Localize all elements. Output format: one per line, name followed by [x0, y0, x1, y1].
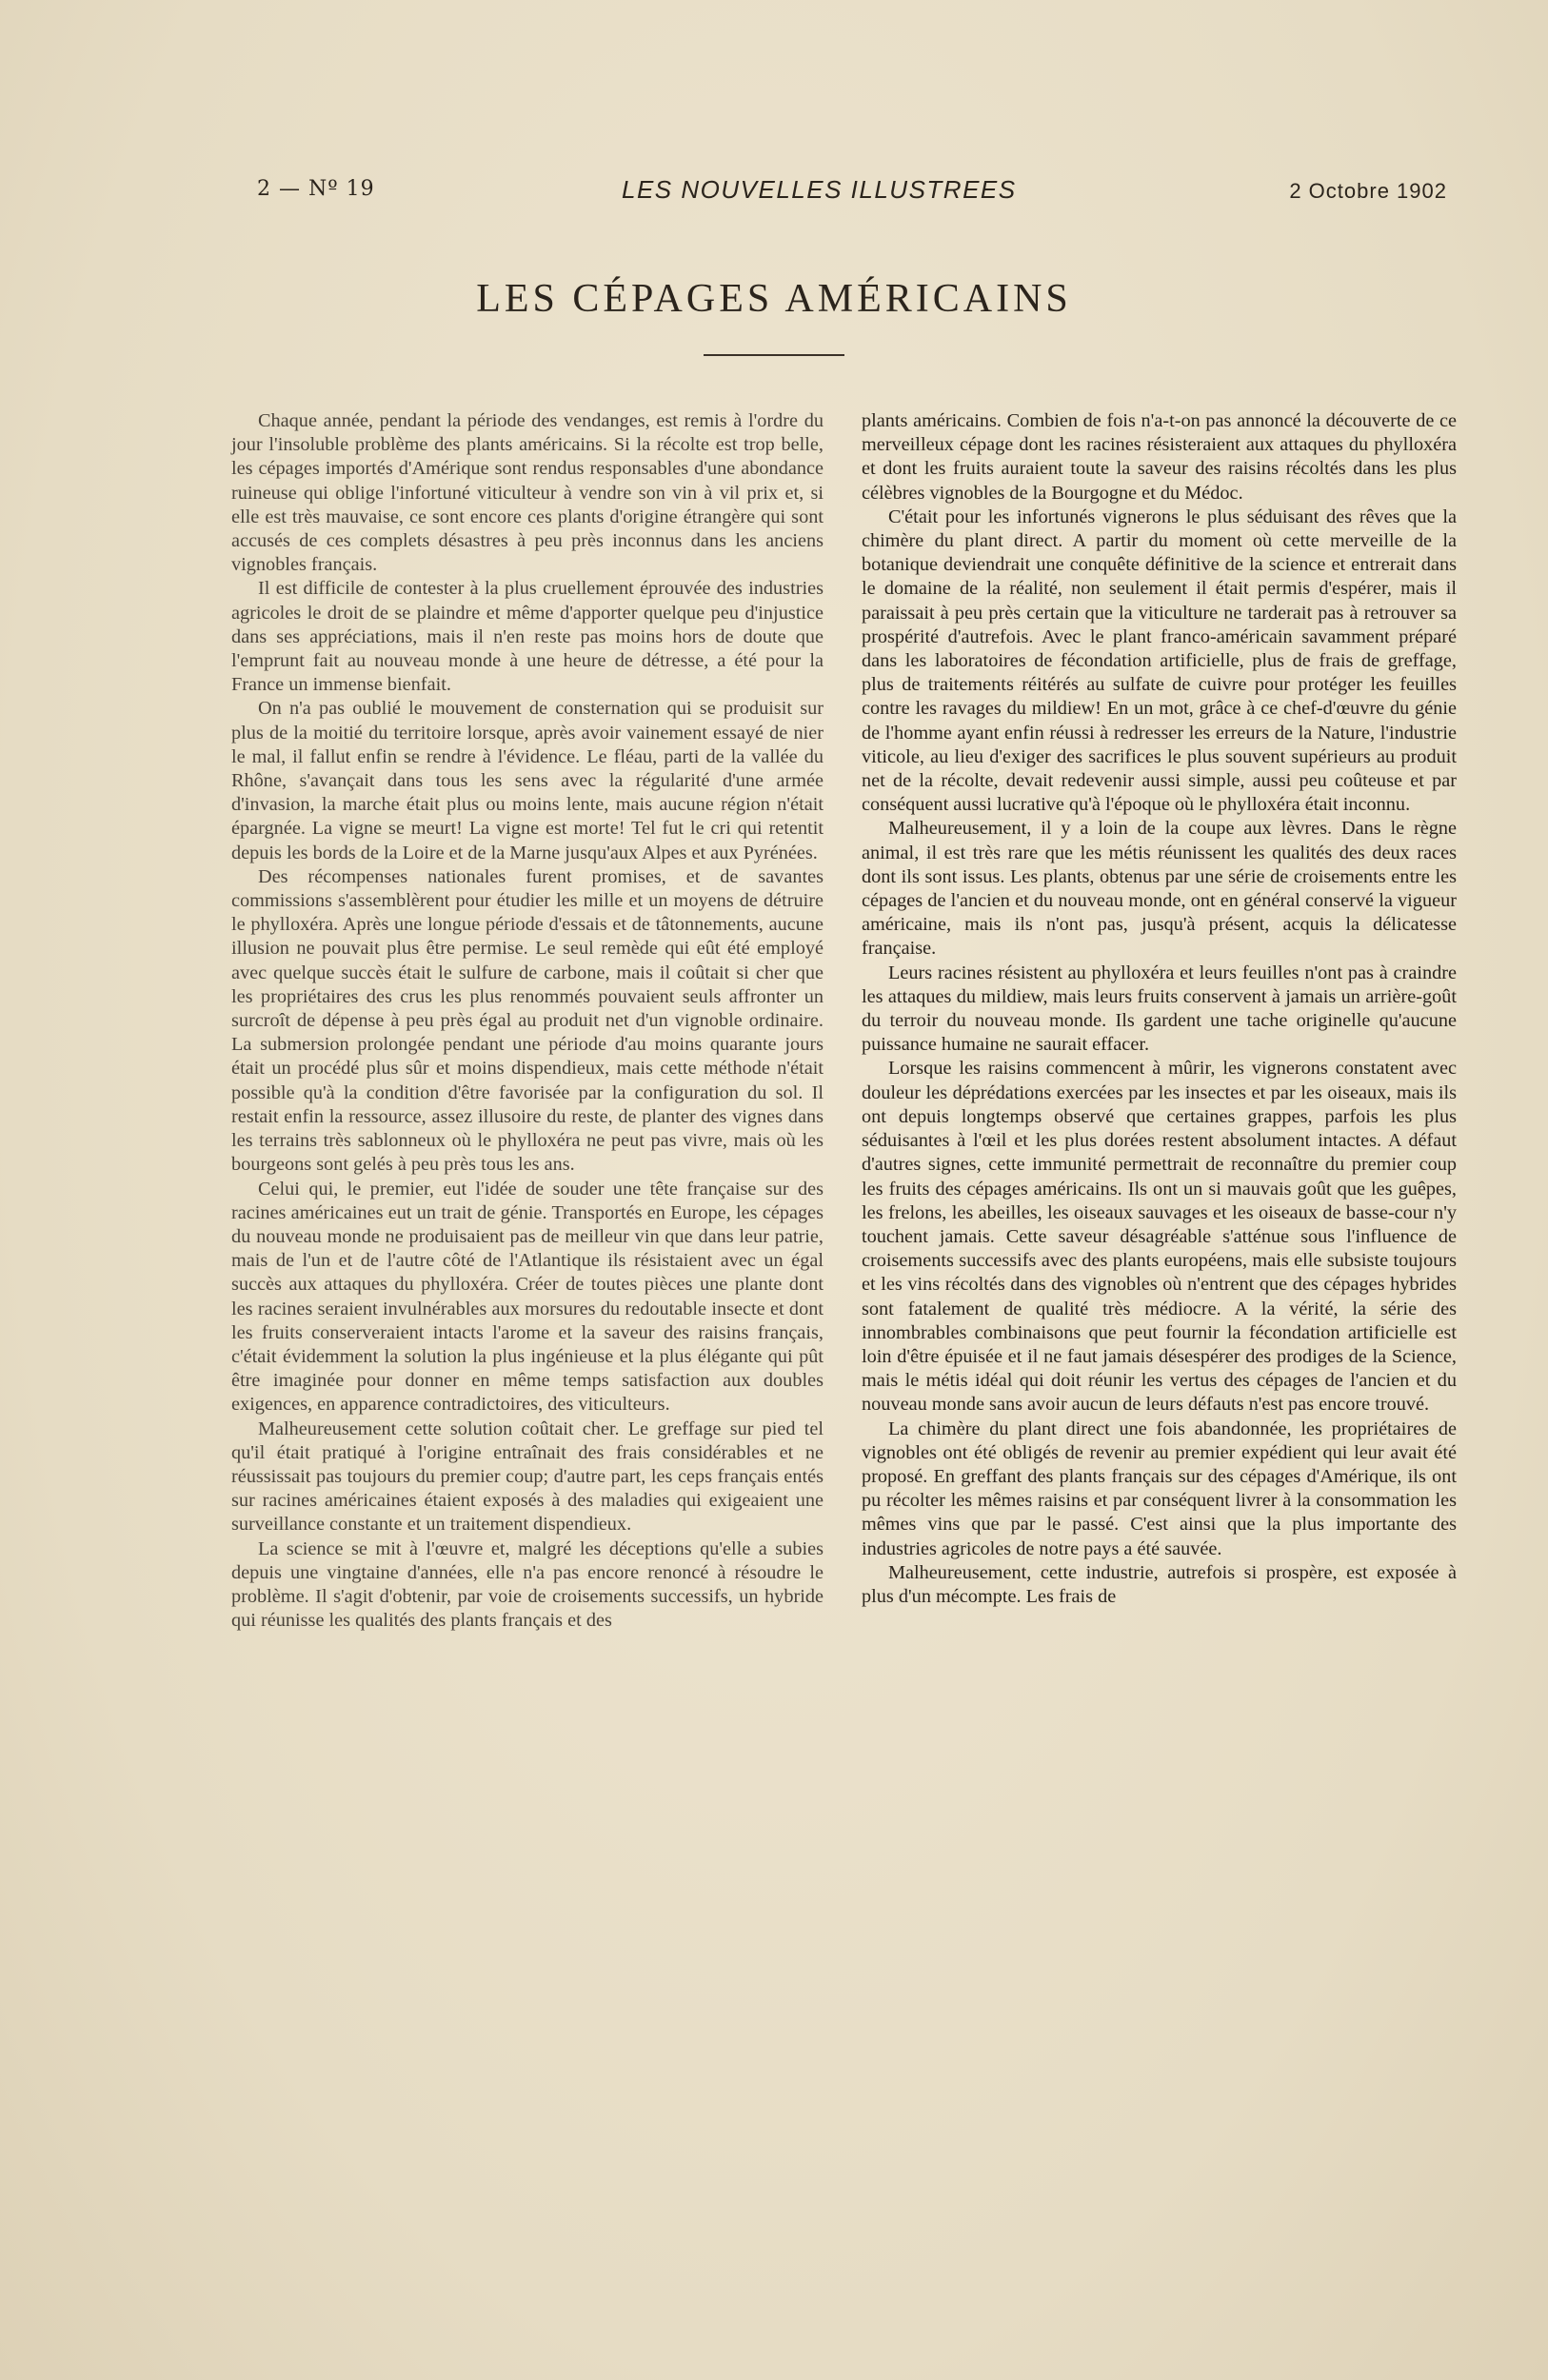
publication-name: LES NOUVELLES ILLUSTREES: [622, 175, 1017, 204]
paragraph: Des récompenses nationales furent promises, et de savantes commissions s'assemblèrent pour étudier les mille et un moyens de détruire le phylloxéra. Après une longue période d'essais et de tâtonnements, aucune illusion ne pouvait plus être permise. Le seul remède qui eût été employé avec quelque succès était le sulfure de carbone, mais il coûtait si cher que les propriétaires des crus les plus renommés pouvaient seuls affronter un surcroît de dépense à peu près égal au produit net d'un vignoble ordinaire. La submersion prolongée pendant une période d'au moins quarante jours était un procédé plus sûr et moins dispendieux, mais cette méthode n'était possible qu'à la condition d'être favorisée par la configuration du sol. Il restait enfin la ressource, assez illusoire du reste, de planter des vignes dans les terrains très sablonneux où le phylloxéra ne peut pas vivre, mais où les bourgeons sont gelés à peu près tous les ans.: [231, 865, 824, 1176]
paragraph: Lorsque les raisins commencent à mûrir, les vignerons constatent avec douleur les déprédations exercées par les insectes et par les oiseaux, mais ils ont depuis longtemps observé que certaines grappes, parfois les plus séduisantes à l'œil et les plus dorées restent absolument intactes. A défaut d'autres signes, cette immunité permettrait de reconnaître du premier coup les fruits des cépages américains. Ils ont un si mauvais goût que les guêpes, les frelons, les abeilles, les oiseaux sauvages et les oiseaux de basse-cour n'y touchent jamais. Cette saveur désagréable s'atténue sous l'influence de croisements successifs avec des plants européens, mais elle subsiste toujours et les vins récoltés dans des vignobles où n'entrent que des cépages hybrides sont fatalement de qualité très médiocre. A la vérité, la série des innombrables combinaisons que peut fournir la fécondation artificielle est loin d'être épuisée et il ne faut jamais désespérer des prodiges de la Science, mais le métis idéal qui doit réunir les vertus des cépages de l'ancien et du nouveau monde sans avoir aucun de leurs défauts n'est pas encore trouvé.: [862, 1058, 1457, 1416]
issue-number: 2 — Nº 19: [257, 177, 375, 201]
paragraph: Malheureusement cette solution coûtait cher. Le greffage sur pied tel qu'il était pratiqué à l'origine entraînait des frais considérables et ne réussissait pas toujours du premier coup; d'autre part, les ceps français entés sur racines américaines étaient exposés à des maladies qui exigeaient une surveillance constante et un traitement dispendieux.: [231, 1418, 824, 1536]
issue-date: 2 Octobre 1902: [1289, 179, 1447, 203]
paragraph: Chaque année, pendant la période des vendanges, est remis à l'ordre du jour l'insoluble problème des plants américains. Si la récolte est trop belle, les cépages importés d'Amérique sont rendus responsables d'une abondance ruineuse qui oblige l'infortuné viticulteur à vendre son vin à vil prix et, si elle est très mauvaise, ce sont encore ces plants d'origine étrangère qui sont accusés de ces complets désastres à peu près inconnus dans les anciens vignobles français.: [231, 410, 824, 576]
paragraph: Celui qui, le premier, eut l'idée de souder une tête française sur des racines américaines eut un trait de génie. Transportés en Europe, les cépages du nouveau monde ne produisaient pas de meilleur vin que dans leur patrie, mais de l'un et de l'autre côté de l'Atlantique ils résistaient avec un égal succès aux attaques du phylloxéra. Créer de toutes pièces une plante dont les racines seraient invulnérables aux morsures du redoutable insecte et dont les fruits conserveraient intacts l'arome et la saveur des raisins français, c'était évidemment la solution la plus ingénieuse et la plus élégante qui pût être imaginée pour donner en même temps satisfaction aux doubles exigences, en apparence contradictoires, des viticulteurs.: [231, 1178, 824, 1416]
paragraph: La chimère du plant direct une fois abandonnée, les propriétaires de vignobles ont été obligés de revenir au premier expédient qui leur avait été proposé. En greffant des plants français sur des cépages d'Amérique, ils ont pu récolter les mêmes raisins et par conséquent livrer à la consommation les mêmes vins que par le passé. C'est ainsi que la plus importante des industries agricoles de notre pays a été sauvée.: [862, 1418, 1457, 1559]
left-column: [231, 409, 824, 1633]
paragraph: C'était pour les infortunés vignerons le plus séduisant des rêves que la chimère du plant direct. A partir du moment où cette merveille de la botanique deviendrait une conquête définitive de la science et entrerait dans le domaine de la réalité, non seulement il était permis d'espérer, mais il paraissait à peu près certain que la viticulture ne tarderait pas à retrouver sa prospérité d'autrefois. Avec le plant franco-américain savamment préparé dans les laboratoires de fécondation artificielle, plus de frais de greffage, plus de traitements réitérés au sulfate de cuivre pour protéger les feuilles contre les ravages du mildiew! En un mot, grâce à ce chef-d'œuvre du génie de l'homme ayant enfin réussi à redresser les erreurs de la Nature, l'industrie viticole, au lieu d'exiger des sacrifices le plus souvent supérieurs au produit net de la récolte, devait redevenir aussi simple, aussi peu coûteuse et par conséquent aussi lucrative qu'à l'époque où le phylloxéra était inconnu.: [862, 506, 1457, 816]
paragraph: La science se mit à l'œuvre et, malgré les déceptions qu'elle a subies depuis une vingtaine d'années, elle n'a pas encore renoncé à résoudre le problème. Il s'agit d'obtenir, par voie de croisements successifs, un hybride qui réunisse les qualités des plants français et des: [231, 1537, 824, 1632]
paragraph: Il est difficile de contester à la plus cruellement éprouvée des industries agricoles le droit de se plaindre et même d'apporter quelque peu d'injustice dans ses appréciations, mais il n'en reste pas moins hors de doute que l'emprunt fait au nouveau monde à une heure de détresse, a été pour la France un immense bienfait.: [231, 578, 824, 696]
title-rule: [704, 354, 844, 356]
paragraph: Leurs racines résistent au phylloxéra et leurs feuilles n'ont pas à craindre les attaques du mildiew, mais leurs fruits conservent à jamais un arrière-goût du terroir du nouveau monde. Ils gardent une tache originelle qu'aucune puissance humaine ne saurait effacer.: [862, 962, 1457, 1056]
paragraph: Malheureusement, il y a loin de la coupe aux lèvres. Dans le règne animal, il est très rare que les métis réunissent les qualités des deux races dont ils sont issus. Les plants, obtenus par une série de croisements entre les cépages de l'ancien et du nouveau monde, ont en général conservé la vigueur américaine, mais ils n'ont pas, jusqu'à présent, acquis la délicatesse française.: [862, 818, 1457, 960]
paragraph: Malheureusement, cette industrie, autrefois si prospère, est exposée à plus d'un mécompte. Les frais de: [862, 1561, 1457, 1607]
running-head: [257, 177, 1447, 206]
article-title: LES CÉPAGES AMÉRICAINS: [476, 277, 1072, 321]
paragraph: On n'a pas oublié le mouvement de consternation qui se produisit sur plus de la moitié du territoire lorsque, après avoir vainement essayé de nier le mal, il fallut enfin se rendre à l'évidence. Le fléau, parti de la vallée du Rhône, s'avançait dans tous les sens avec la régularité d'une armée d'invasion, la marche était plus ou moins lente, mais aucune région n'était épargnée. La vigne se meurt! La vigne est morte! Tel fut le cri qui retentit depuis les bords de la Loire et de la Marne jusqu'aux Alpes et aux Pyrénées.: [231, 698, 824, 863]
paragraph: plants américains. Combien de fois n'a-t-on pas annoncé la découverte de ce merveilleux cépage dont les racines résisteraient aux attaques du phylloxéra et dont les fruits auraient toute la saveur des raisins récoltés dans les plus célèbres vignobles de la Bourgogne et du Médoc.: [862, 410, 1457, 504]
right-column: [862, 409, 1457, 1609]
